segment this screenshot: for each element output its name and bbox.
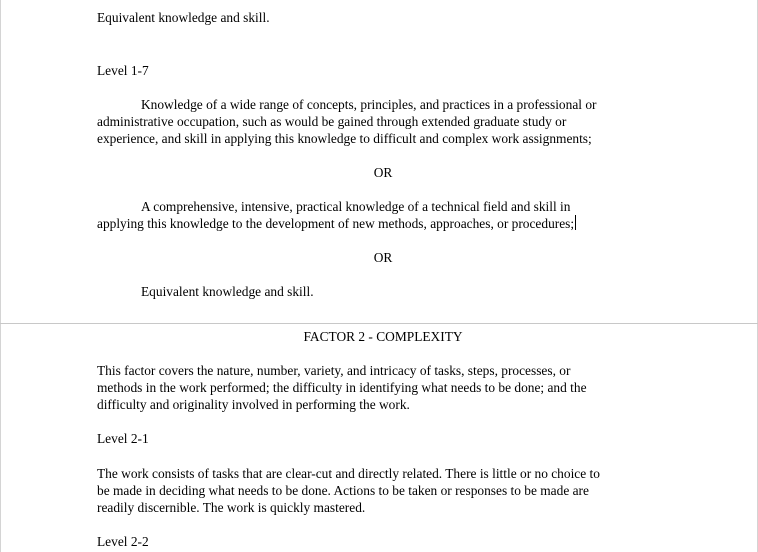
page-left-edge	[0, 0, 1, 323]
paragraph-line: methods in the work performed; the difficulty in identifying what needs to be done; and the	[97, 380, 587, 395]
paragraph-line-text: applying this knowledge to the development of new methods, approaches, or procedures;	[97, 216, 575, 231]
page-left-edge	[0, 324, 1, 552]
paragraph-line-with-cursor[interactable]	[97, 215, 576, 232]
paragraph-line: A comprehensive, intensive, practical knowledge of a technical field and skill in	[141, 199, 571, 214]
factor-title: FACTOR 2 - COMPLEXITY	[303, 329, 463, 344]
document-page-2	[0, 324, 758, 552]
level-heading: Level 2-2	[97, 534, 149, 549]
paragraph-line: experience, and skill in applying this knowledge to difficult and complex work assignments;	[97, 131, 592, 146]
paragraph-line: administrative occupation, such as would be gained through extended graduate study or	[97, 114, 567, 129]
equivalent-knowledge-text: Equivalent knowledge and skill.	[141, 284, 314, 299]
or-separator: OR	[373, 250, 393, 265]
paragraph-line: Knowledge of a wide range of concepts, principles, and practices in a professional or	[141, 97, 597, 112]
or-separator: OR	[373, 165, 393, 180]
paragraph-line: be made in deciding what needs to be done. Actions to be taken or responses to be made are	[97, 483, 589, 498]
paragraph-line: readily discernible. The work is quickly mastered.	[97, 500, 366, 515]
level-heading: Level 1-7	[97, 63, 149, 78]
paragraph-line: The work consists of tasks that are clear-cut and directly related. There is little or no choice to	[97, 466, 600, 481]
level-heading: Level 2-1	[97, 431, 149, 446]
equivalent-knowledge-text: Equivalent knowledge and skill.	[97, 10, 270, 25]
text-cursor	[575, 215, 576, 230]
paragraph-line: This factor covers the nature, number, variety, and intricacy of tasks, steps, processes, or	[97, 363, 571, 378]
paragraph-line: difficulty and originality involved in performing the work.	[97, 397, 410, 412]
